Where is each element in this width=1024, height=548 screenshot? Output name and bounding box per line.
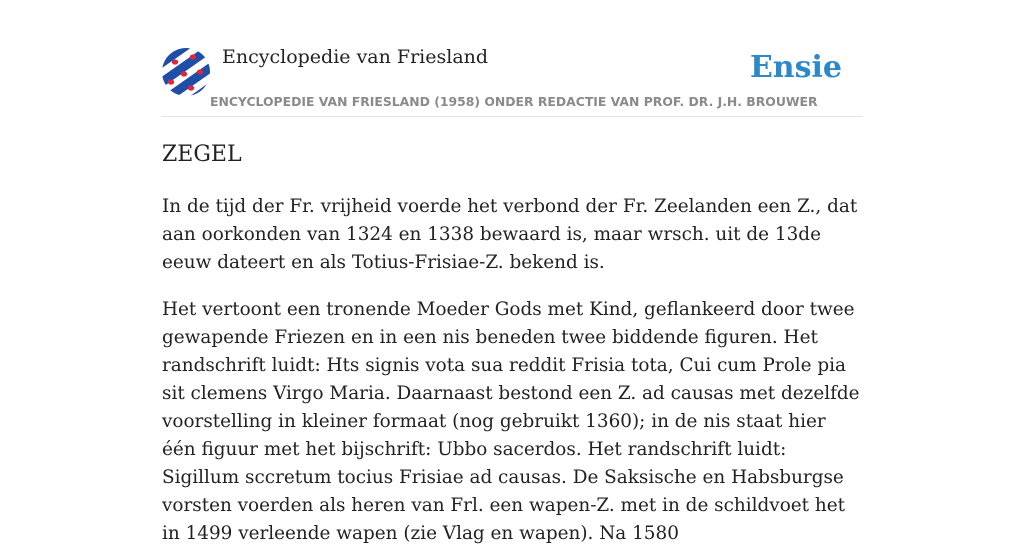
article — [162, 140, 864, 548]
ensie-logo[interactable]: Ensie — [749, 50, 842, 85]
encyclopedia-subtitle[interactable]: ENCYCLOPEDIE VAN FRIESLAND (1958) ONDER REDACTIE VAN PROF. DR. J.H. BROUWER — [210, 94, 818, 109]
article-paragraph: In de tijd der Fr. vrijheid voerde het verbond der Fr. Zeelanden een Z., dat aan oorkonden van 1324 en 1338 bewaard is, maar wrsch. uit de 13de eeuw dateert en als Totius-Frisiae-Z. bekend is. — [162, 196, 858, 273]
frisian-flag-icon[interactable] — [162, 48, 210, 96]
site-header — [162, 44, 862, 117]
article-paragraph: Het vertoont een tronende Moeder Gods met Kind, geflankeerd door twee gewapende Friezen en in een nis beneden twee biddende figuren. Het randschrift luidt: Hts signis vota sua reddit Frisia tota, Cui cum Prole pia sit clemens Virgo Maria. Daarnaast bestond een Z. ad causas met dezelfde voorstelling in kleiner formaat (nog gebruikt 1360); in de nis staat hier één figuur met het bijschrift: Ubbo sacerdos. Het randschrift luidt: Sigillum sccretum tocius Frisiae ad causas. De Saksische en Habsburgse vorsten voerden als heren van Frl. een wapen-Z. met in de schildvoet het in 1499 verleende wapen (zie Vlag en wapen). Na 1580 — [162, 299, 860, 544]
article-title: ZEGEL — [162, 142, 242, 167]
site-title[interactable]: Encyclopedie van Friesland — [222, 46, 489, 68]
